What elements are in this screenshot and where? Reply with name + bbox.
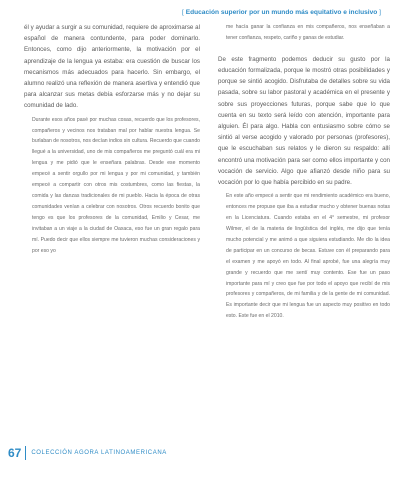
page-number: 67	[8, 446, 22, 460]
collection-name: COLECCIÓN AGORA LATINOAMERICANA	[31, 450, 167, 456]
block-quote: Durante esos años pasé por muchas cosas, recuerdo que los profesores, compañeros y vecinos nos trataban mal por hablar nuestra lengua. Se burlaban de nosotros, nos decían indios sin cultura. Recuerdo que cuando llegué a la universidad, uno de mis compañeros me preguntó cuál era mi lengua y me pidió que le enseñara palabras. Desde ese momento empecé a sentir orgullo por mi lengua y por mi comunidad, y también empecé a compartir con otros mis costumbres, como las fiestas, la comida y las danzas tradicionales de mi pueblo. Hacia la época de otras comunidades venían a celebrar con nosotros. Otros recuerdo bonito que tengo es que los profesores de la comunidad, Emilio y Cesar, me invitaban a un viaje a la ciudad de Oaxaca, eso fue un gran regalo para mí. Puedo decir que ellos siempre me tuvieron muchas consideraciones y por eso yo	[32, 116, 200, 254]
page-footer	[8, 446, 167, 460]
block-quote-continued: me hacía ganar la confianza en mis compañeros, nos enseñaban a tener confianza, respeto, cariño y ganas de estudiar.	[226, 24, 390, 41]
body-paragraph: De este fragmento podemos deducir su gusto por la educación formalizada, porque le mostró otras posibilidades y porque se sintió acogido. Disfrutaba de detalles sobre su vida pasada, sobre su labor pastoral y académica en el presente y sobre sus proyecciones futuras, porque sabe que lo que cuenta en su texto será leído con atención, importante para alguien. Él para algo. Habla con entusiasmo sobre cómo se sintió al verse acogido y valorado por personas (profesores), que le escuchaban sus relatos y le dieron su respaldo: allí encontró una motivación para ser como ellos importante y con vocación de servicio. Algo que afianzó desde niño para su vocación por lo que había percibido en su padre.	[218, 55, 390, 187]
footer-divider	[25, 446, 26, 460]
header-close-bracket: ]	[379, 9, 381, 16]
header-title: Educación superior por un mundo más equitativo e inclusivo	[185, 9, 378, 16]
block-quote: En este año empecé a sentir que mi rendimiento académico era bueno, entonces me propuse que iba a estudiar mucho y obtener buenas notas en la Licenciatura. Cuando estaba en el 4° semestre, mi profesor Wilmer, el de la materia de lingüística del inglés, me dijo que tenía mucho potencial y me animó a que siguiera estudiando. Me dio la idea de participar en un concurso de becas. Estuve con él preparando para el examen y me apoyó en todo. Al final aprobé, fue una alegría muy grande y recuerdo que me sentí muy contento. Ese fue un paso importante para mí y creo que fue por todo el apoyo que recibí de mis profesores y compañeros, de mi familia y de la gente de mi comunidad. Es importante decir que mi lengua fue un aspecto muy positivo en todo esto. Este fue en el 2010.	[226, 193, 390, 320]
running-header	[182, 9, 381, 16]
body-paragraph: él y ayudar a surgir a su comunidad, requiere de aproximarse al español de manera contundente, para poder dominarlo. Entonces, como dijo anteriormente, la motivación por el aprendizaje de la lengua ya estaba: era cuestión de buscar los mecanismos más adecuados para hacerlo. Sin embargo, el alumno realizó una reflexión de manera asertiva y entendió que para alcanzar sus metas debía esforzarse más y no dejar su comunidad de lado.	[24, 24, 200, 110]
right-column	[218, 22, 390, 322]
header-open-bracket: [	[182, 9, 184, 16]
left-column	[24, 22, 200, 256]
